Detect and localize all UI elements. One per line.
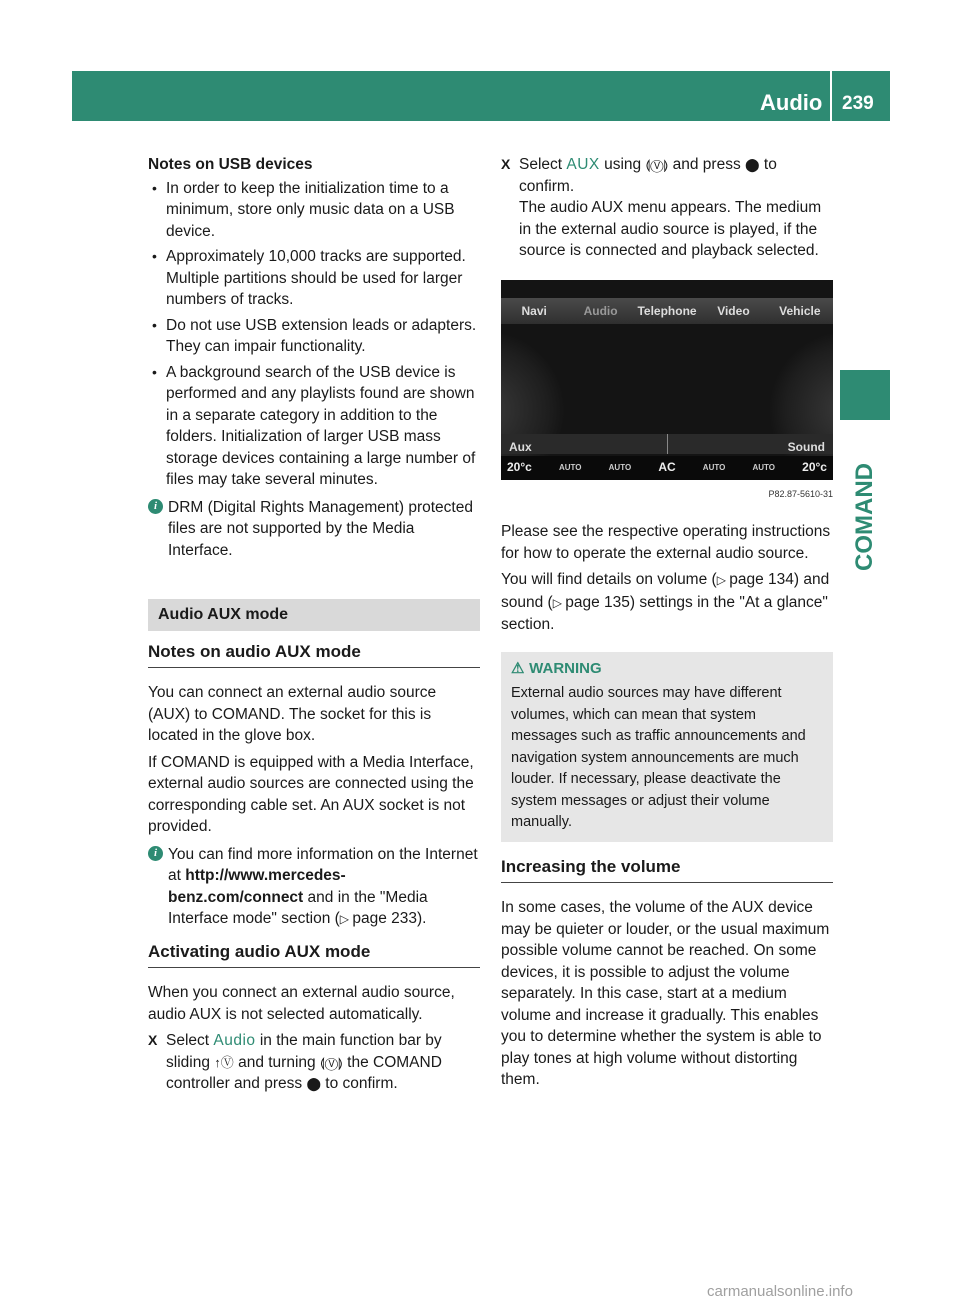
page-ref[interactable]: page 135 <box>565 593 630 611</box>
info-text: You can find more information on the Internet at <box>168 845 478 884</box>
screen-bottom-bar <box>501 434 833 454</box>
controller-press-icon: ⬤ <box>306 1076 321 1091</box>
volume-heading: Increasing the volume <box>501 856 833 884</box>
para-text: ) and sound ( <box>501 571 830 611</box>
softkey-aux: AUX <box>566 156 600 173</box>
screen-bottom-divider <box>667 434 668 454</box>
watermark: carmanualsonline.info <box>707 1283 853 1300</box>
warning-box <box>501 652 833 842</box>
controller-press-icon: ⬤ <box>745 157 760 172</box>
paragraph-refs <box>501 569 833 636</box>
usb-heading: Notes on USB devices <box>148 156 313 173</box>
image-reference: P82.87-5610-31 <box>768 488 833 499</box>
auto-label: AUTO <box>558 462 582 472</box>
page-ref-arrow-icon: ▷ <box>716 573 730 587</box>
header-divider <box>830 71 832 121</box>
screen-nav-vehicle: Vehicle <box>779 303 821 318</box>
notes-heading: Notes on audio AUX mode <box>148 641 480 669</box>
side-tab-marker <box>840 370 890 420</box>
warning-text: External audio sources may have different volumes, which can mean that system messages such as traffic announcements and navigation system announcements are much louder. If necessary, please deactivate the system messages or adjust their volume manually. <box>511 685 806 830</box>
info-note-media <box>148 844 480 931</box>
info-text: and in the "Media Interface mode" section ( <box>168 888 428 927</box>
controller-slide-icon: ↑Ⓥ <box>214 1054 234 1070</box>
screen-main-function-bar <box>501 298 833 324</box>
page-ref[interactable]: page 233 <box>352 910 417 927</box>
step-text: Select <box>166 1032 214 1049</box>
info-icon: i <box>148 499 163 514</box>
mercedes-connect-link[interactable]: http://www.mercedes-benz.com/connect <box>168 867 346 906</box>
page-ref-arrow-icon: ▷ <box>339 912 353 926</box>
auto-label: AUTO <box>702 462 726 472</box>
warning-title: WARNING <box>529 659 602 677</box>
para-text: You will find details on volume ( <box>501 571 717 588</box>
screen-nav-video: Video <box>717 303 750 318</box>
screen-nav-audio: Audio <box>583 303 618 318</box>
step-select-aux <box>501 154 833 262</box>
paragraph: Please see the respective operating instructions for how to operate the external audio source. <box>501 523 831 562</box>
drm-note-text: DRM (Digital Rights Management) protected files are not supported by the Media Interface. <box>168 498 473 559</box>
temp-left: 20°c <box>507 459 532 474</box>
activating-heading: Activating audio AUX mode <box>148 941 480 969</box>
controller-turn-icon: ⟬Ⓥ⟭ <box>645 157 669 172</box>
auto-label: AUTO <box>608 462 632 472</box>
paragraph: You can connect an external audio source (AUX) to COMAND. The socket for this is located in the glove box. <box>148 684 437 744</box>
temp-right: 20°c <box>802 459 827 474</box>
screen-nav-telephone: Telephone <box>637 303 697 318</box>
screen-climate-bar <box>501 456 833 480</box>
section-title: Audio AUX mode <box>148 599 480 631</box>
step-text: and press <box>668 156 746 173</box>
usb-bullet: • In order to keep the initialization time to a minimum, store only music data on a USB device. <box>148 178 480 243</box>
step-text: to confirm. <box>519 156 777 195</box>
page-ref-arrow-icon: ▷ <box>552 595 566 610</box>
chapter-title: Audio <box>760 90 823 115</box>
right-column <box>501 154 833 1096</box>
comand-screen-image <box>501 280 833 480</box>
info-icon: i <box>148 846 163 861</box>
step-text: the COMAND controller and press <box>166 1053 442 1092</box>
usb-bullet: • A background search of the USB device is performed and any playlists found are shown in a separate category in addition to the folders. Initialization of larger USB mass storage devices containing a large number of files may take several minutes. <box>148 362 480 491</box>
usb-bullet: • Approximately 10,000 tracks are supported. Multiple partitions should be used for larger numbers of tracks. <box>148 246 480 311</box>
usb-bullet: • Do not use USB extension leads or adapters. They can impair functionality. <box>148 315 480 358</box>
page-number: 239 <box>842 93 874 114</box>
para-text: ) settings in the "At a glance" section. <box>501 593 828 633</box>
step-text: using <box>599 156 646 173</box>
warning-triangle-icon: ⚠ <box>511 659 525 677</box>
left-column <box>148 154 480 1099</box>
paragraph: If COMAND is equipped with a Media Interface, external audio sources are connected using the corresponding cable set. An AUX socket is not provided. <box>148 753 474 835</box>
warning-title-row <box>511 658 825 680</box>
softkey-audio: Audio <box>213 1032 256 1049</box>
info-text: ). <box>417 910 427 927</box>
info-note-drm <box>148 497 480 562</box>
paragraph: In some cases, the volume of the AUX device may be quieter or louder, or the usual maximum possible volume cannot be reached. On some devices, it is possible to adjust the volume separately. In this case, start at a medium volume and increase it gradually. This enables you to determine whether the system is able to play tones at high volume without distorting them. <box>501 899 830 1088</box>
side-tab-label: COMAND <box>851 463 878 571</box>
step-result: The audio AUX menu appears. The medium in the external audio source is played, if the source is connected and playback selected. <box>519 199 822 259</box>
step-text: and turning <box>233 1053 320 1071</box>
step-text: to confirm. <box>321 1075 398 1092</box>
step-text: in the main function bar by sliding <box>166 1032 442 1071</box>
controller-turn-icon: ⟬Ⓥ⟭ <box>319 1054 343 1070</box>
screen-aux-label: Aux <box>509 439 532 454</box>
auto-label: AUTO <box>752 462 775 472</box>
page-ref[interactable]: page 134 <box>729 571 794 588</box>
ac-label: AC <box>658 459 676 474</box>
screen-nav-navi: Navi <box>521 303 547 318</box>
step-select-audio <box>148 1030 480 1095</box>
paragraph: When you connect an external audio source, audio AUX is not selected automatically. <box>148 984 455 1023</box>
side-tab <box>841 432 889 602</box>
step-text: Select <box>519 156 567 173</box>
screen-sound-label: Sound <box>787 439 825 454</box>
